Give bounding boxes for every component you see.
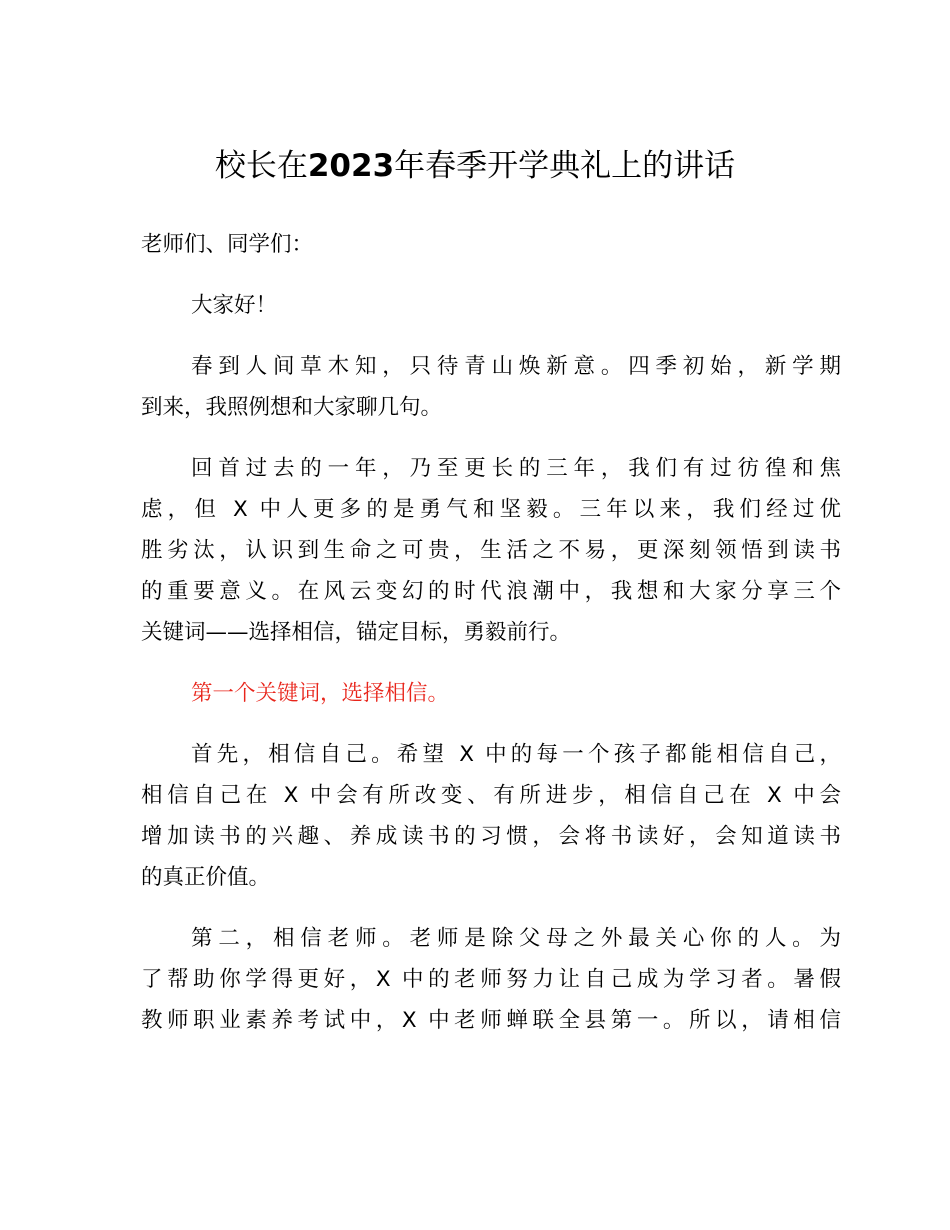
paragraph-trust-teachers xyxy=(141,918,841,1041)
paragraph-line: 相信自己在 X 中会有所改变、有所进步，相信自己在 X 中会 xyxy=(141,783,841,808)
paragraph-line: 教师职业素养考试中，X 中老师蝉联全县第一。所以，请相信 xyxy=(141,1008,841,1033)
paragraph-line: 胜劣汰，认识到生命之可贵，生活之不易，更深刻领悟到读书 xyxy=(141,538,841,563)
paragraph-trust-yourself xyxy=(141,734,841,898)
title-prefix: 校长在 xyxy=(214,148,308,184)
paragraph-line: 的真正价值。 xyxy=(141,865,271,890)
paragraph-spring-intro xyxy=(141,346,841,428)
paragraph-line: 春到人间草木知，只待青山焕新意。四季初始，新学期 xyxy=(191,354,841,379)
paragraph-line: 的重要意义。在风云变幻的时代浪潮中，我想和大家分享三个 xyxy=(141,579,841,604)
paragraph-line: 虑，但 X 中人更多的是勇气和坚毅。三年以来，我们经过优 xyxy=(141,497,841,522)
salutation-text: 老师们、同学们： xyxy=(141,232,314,257)
paragraph-line: 第二，相信老师。老师是除父母之外最关心你的人。为 xyxy=(191,926,841,951)
salutation xyxy=(141,224,841,265)
section-heading-keyword-1 xyxy=(141,673,841,714)
title-year: 2023 xyxy=(307,148,395,184)
document-title xyxy=(0,142,950,190)
title-suffix: 年春季开学典礼上的讲话 xyxy=(394,148,736,184)
paragraph-line: 关键词——选择相信，锚定目标，勇毅前行。 xyxy=(141,620,572,645)
greeting xyxy=(141,285,841,326)
greeting-text: 大家好！ xyxy=(191,293,278,318)
paragraph-line: 了帮助你学得更好，X 中的老师努力让自己成为学习者。暑假 xyxy=(141,967,841,992)
paragraph-line: 到来，我照例想和大家聊几句。 xyxy=(141,395,443,420)
paragraph-looking-back xyxy=(141,448,841,653)
section-heading-text: 第一个关键词，选择相信。 xyxy=(191,681,450,706)
document-body xyxy=(141,224,841,1061)
paragraph-line: 首先，相信自己。希望 X 中的每一个孩子都能相信自己， xyxy=(191,742,841,767)
paragraph-line: 增加读书的兴趣、养成读书的习惯，会将书读好，会知道读书 xyxy=(141,824,841,849)
paragraph-line: 回首过去的一年，乃至更长的三年，我们有过彷徨和焦 xyxy=(191,456,841,481)
